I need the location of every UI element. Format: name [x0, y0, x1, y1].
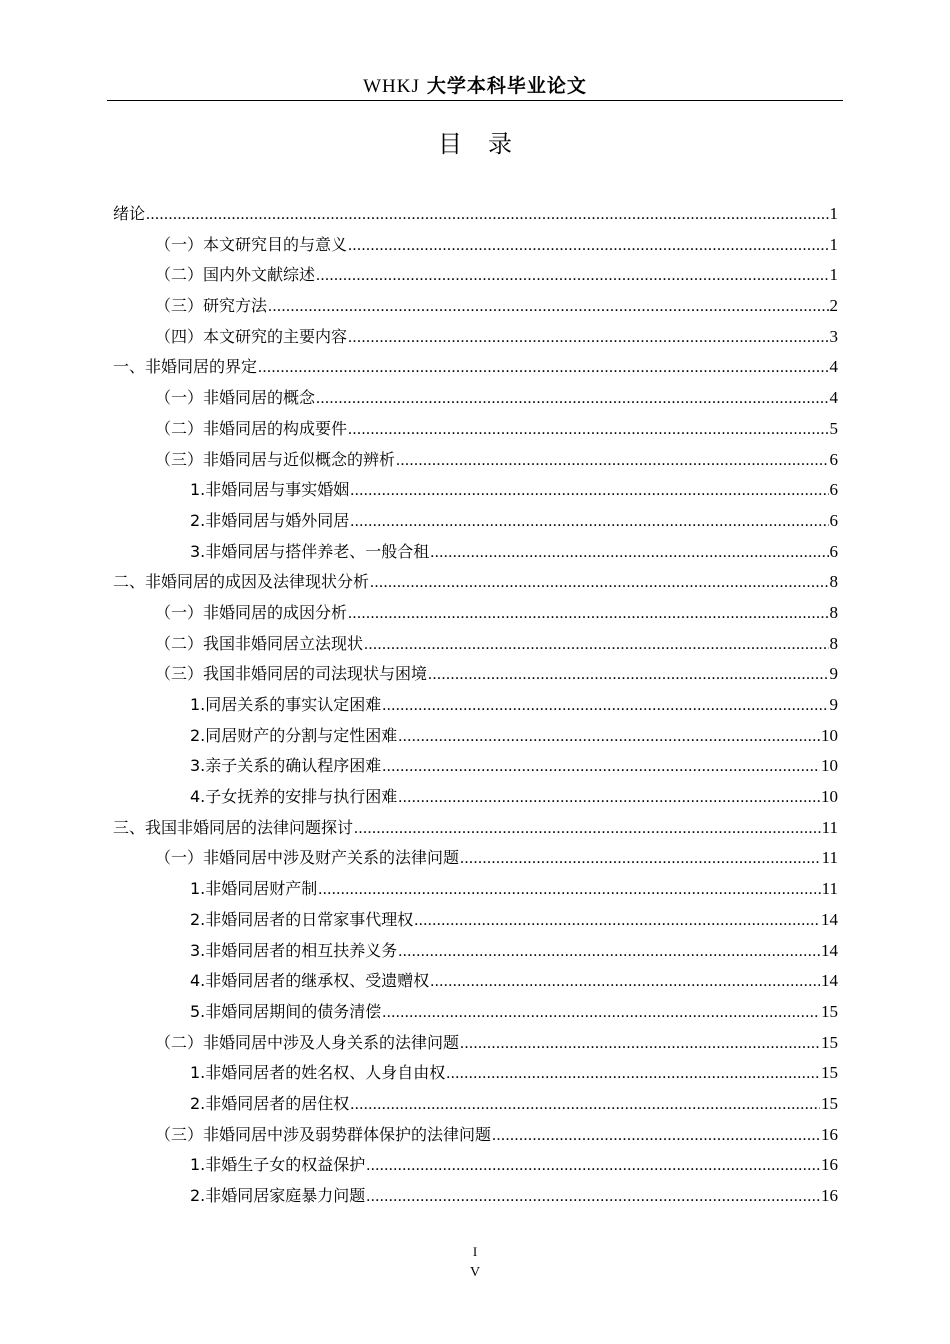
toc-entry[interactable]	[113, 291, 838, 322]
toc-entry[interactable]	[113, 997, 838, 1028]
toc-entry-label: 3.非婚同居与搭伴养老、一般合租	[190, 541, 430, 561]
toc-entry[interactable]	[113, 690, 838, 721]
toc-entry[interactable]	[113, 782, 838, 813]
toc-entry[interactable]	[113, 1181, 838, 1212]
toc-entry-page: 1	[829, 234, 838, 254]
toc-dot-leader	[428, 660, 828, 691]
toc-entry[interactable]	[113, 874, 838, 905]
toc-entry[interactable]	[113, 751, 838, 782]
toc-entry-page: 1	[829, 204, 838, 223]
toc-dot-leader	[366, 1182, 820, 1213]
toc-entry[interactable]	[113, 936, 838, 967]
toc-dot-leader	[350, 507, 828, 538]
toc-entry-label: 3.亲子关系的确认程序困难	[190, 756, 382, 776]
toc-entry-page: 15	[821, 1032, 838, 1052]
toc-entry[interactable]	[113, 506, 838, 537]
running-header	[107, 74, 843, 99]
toc-entry-label: （三）非婚同居与近似概念的辨析	[155, 449, 396, 469]
toc-entry-page: 14	[821, 971, 838, 991]
table-of-contents	[113, 199, 838, 1212]
toc-dot-leader	[382, 752, 820, 783]
page-title: 目录	[438, 130, 538, 158]
toc-entry-label: （三）非婚同居中涉及弱势群体保护的法律问题	[155, 1124, 492, 1144]
toc-entry-label: （四）本文研究的主要内容	[155, 326, 348, 346]
toc-entry[interactable]	[113, 199, 838, 230]
toc-entry-page: 6	[829, 480, 838, 500]
toc-entry-label: 1.非婚生子女的权益保护	[190, 1155, 366, 1175]
toc-dot-leader	[398, 937, 820, 968]
toc-dot-leader	[492, 1121, 820, 1152]
toc-dot-leader	[348, 599, 828, 630]
toc-entry-page: 8	[829, 633, 838, 653]
toc-entry[interactable]	[113, 1089, 838, 1120]
toc-entry-label: 1.同居关系的事实认定困难	[190, 695, 382, 714]
toc-dot-leader	[348, 323, 828, 354]
toc-entry-label: （一）非婚同居的概念	[155, 388, 316, 408]
toc-entry-label: （一）本文研究目的与意义	[155, 234, 348, 254]
header-title: 大学本科毕业论文	[426, 75, 587, 97]
toc-entry-page: 9	[829, 695, 838, 714]
toc-dot-leader	[460, 844, 821, 875]
toc-entry-label: 4.子女抚养的安排与执行困难	[190, 787, 398, 807]
toc-entry-page: 10	[821, 787, 838, 807]
toc-dot-leader	[460, 1029, 820, 1060]
toc-entry-page: 16	[821, 1124, 838, 1144]
toc-entry-label: 2.非婚同居家庭暴力问题	[190, 1186, 366, 1205]
toc-entry-page: 16	[821, 1155, 838, 1175]
header-rule	[107, 100, 843, 101]
toc-entry-page: 11	[821, 817, 838, 837]
toc-entry-label: 4.非婚同居者的继承权、受遗赠权	[190, 971, 430, 991]
toc-entry-page: 2	[829, 296, 838, 316]
toc-entry[interactable]	[113, 966, 838, 997]
toc-entry-page: 11	[821, 879, 838, 899]
toc-entry[interactable]	[113, 1120, 838, 1151]
toc-dot-leader	[354, 814, 821, 845]
toc-entry-page: 14	[821, 909, 838, 929]
toc-dot-leader	[258, 353, 828, 384]
toc-entry-page: 10	[821, 725, 838, 745]
toc-entry-page: 15	[821, 1093, 838, 1113]
toc-entry-label: 1.非婚同居者的姓名权、人身自由权	[190, 1063, 446, 1083]
toc-entry-page: 3	[829, 326, 838, 346]
toc-entry-label: 1.非婚同居与事实婚姻	[190, 480, 350, 500]
toc-entry[interactable]	[113, 322, 838, 353]
toc-entry-page: 6	[829, 449, 838, 469]
footer-page-number-secondary: V	[469, 1265, 481, 1280]
toc-entry-page: 10	[821, 756, 838, 776]
toc-dot-leader	[350, 476, 828, 507]
toc-entry-page: 6	[829, 541, 838, 561]
toc-entry-label: 5.非婚同居期间的债务清偿	[190, 1001, 382, 1021]
toc-entry[interactable]	[113, 260, 838, 291]
toc-entry[interactable]	[113, 537, 838, 568]
toc-entry-page: 8	[829, 572, 838, 592]
toc-entry-page: 5	[829, 418, 838, 438]
toc-entry-label: 二、非婚同居的成因及法律现状分析	[113, 572, 370, 592]
toc-entry[interactable]	[113, 843, 838, 874]
toc-dot-leader	[398, 722, 820, 753]
toc-entry-label: 2.非婚同居与婚外同居	[190, 510, 350, 530]
toc-dot-leader	[268, 292, 828, 323]
toc-dot-leader	[348, 415, 828, 446]
toc-entry-page: 9	[829, 664, 838, 684]
toc-entry-page: 15	[821, 1063, 838, 1083]
toc-dot-leader	[430, 967, 820, 998]
toc-dot-leader	[316, 261, 828, 292]
toc-entry-page: 4	[829, 388, 838, 408]
toc-entry-page: 6	[829, 510, 838, 530]
toc-entry-page: 16	[821, 1186, 838, 1205]
toc-dot-leader	[318, 875, 820, 906]
toc-entry-label: 一、非婚同居的界定	[113, 357, 258, 377]
toc-dot-leader	[366, 1151, 820, 1182]
header-latin: WHKJ	[363, 76, 420, 97]
toc-entry[interactable]	[113, 598, 838, 629]
toc-entry-label: （三）我国非婚同居的司法现状与困境	[155, 664, 428, 684]
toc-dot-leader	[370, 568, 828, 599]
footer-page-number: I	[472, 1244, 478, 1259]
toc-entry[interactable]	[113, 629, 838, 660]
toc-entry-label: 2.同居财产的分割与定性困难	[190, 725, 398, 745]
toc-entry-page: 15	[821, 1001, 838, 1021]
toc-dot-leader	[316, 384, 828, 415]
toc-entry-label: 2.非婚同居者的日常家事代理权	[190, 909, 414, 929]
toc-entry-label: （二）国内外文献综述	[155, 265, 316, 285]
toc-entry[interactable]	[113, 721, 838, 752]
toc-entry[interactable]	[113, 1150, 838, 1181]
toc-entry-label: 3.非婚同居者的相互扶养义务	[190, 940, 398, 960]
toc-dot-leader	[382, 998, 820, 1029]
toc-dot-leader	[430, 538, 828, 569]
toc-entry[interactable]	[113, 905, 838, 936]
toc-entry-label: （二）非婚同居的构成要件	[155, 418, 348, 438]
toc-entry[interactable]	[113, 414, 838, 445]
toc-dot-leader	[398, 783, 820, 814]
toc-dot-leader	[414, 906, 820, 937]
toc-entry-label: 1.非婚同居财产制	[190, 879, 318, 899]
toc-entry-page: 8	[829, 602, 838, 622]
toc-entry[interactable]	[113, 383, 838, 414]
toc-entry[interactable]	[113, 567, 838, 598]
toc-entry-page: 1	[829, 265, 838, 285]
toc-dot-leader	[382, 691, 828, 722]
toc-entry[interactable]	[113, 659, 838, 690]
toc-entry-label: （一）非婚同居中涉及财产关系的法律问题	[155, 848, 460, 868]
toc-entry-label: 绪论	[113, 204, 146, 223]
toc-dot-leader	[396, 446, 828, 477]
toc-entry-label: （二）我国非婚同居立法现状	[155, 633, 364, 653]
toc-entry-page: 14	[821, 940, 838, 960]
toc-dot-leader	[348, 231, 828, 262]
toc-entry-label: （二）非婚同居中涉及人身关系的法律问题	[155, 1032, 460, 1052]
toc-entry[interactable]	[113, 352, 838, 383]
toc-entry-page: 4	[829, 357, 838, 377]
toc-entry[interactable]	[113, 813, 838, 844]
toc-dot-leader	[146, 200, 828, 231]
toc-entry[interactable]	[113, 230, 838, 261]
toc-entry[interactable]	[113, 1058, 838, 1089]
toc-dot-leader	[364, 630, 828, 661]
toc-entry-label: （一）非婚同居的成因分析	[155, 602, 348, 622]
toc-entry-page: 11	[821, 848, 838, 868]
toc-entry-label: （三）研究方法	[155, 296, 268, 316]
toc-entry-label: 三、我国非婚同居的法律问题探讨	[113, 817, 354, 837]
toc-dot-leader	[350, 1090, 820, 1121]
toc-entry-label: 2.非婚同居者的居住权	[190, 1093, 350, 1113]
toc-entry[interactable]	[113, 445, 838, 476]
toc-entry[interactable]	[113, 475, 838, 506]
toc-entry[interactable]	[113, 1028, 838, 1059]
toc-dot-leader	[446, 1059, 820, 1090]
